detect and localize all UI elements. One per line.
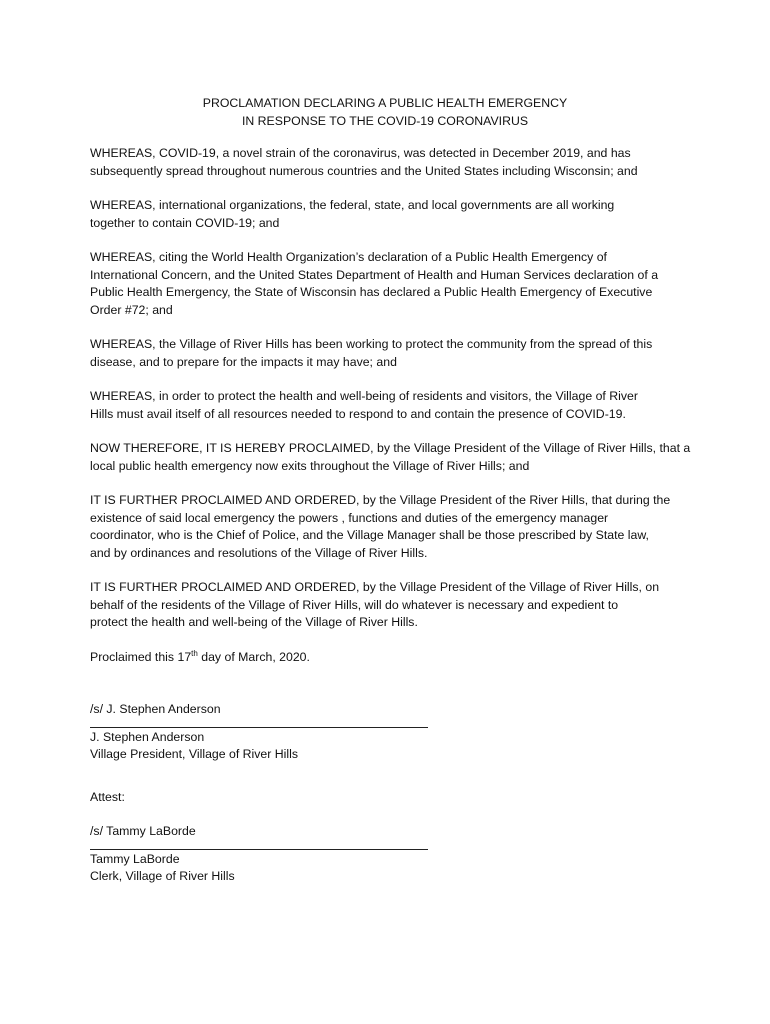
proclaimed-date — [90, 649, 682, 667]
signature-signed: /s/ J. Stephen Anderson — [90, 702, 221, 716]
paragraph-line: local public health emergency now exits throughout the Village of River Hills; and — [90, 458, 530, 473]
paragraph-line: existence of said local emergency the powers , functions and duties of the emergency manager — [90, 510, 609, 525]
paragraph-whereas-1 — [90, 145, 682, 180]
paragraph-line: WHEREAS, COVID-19, a novel strain of the coronavirus, was detected in December 2019, and has — [90, 146, 631, 160]
signature-block-president — [90, 701, 490, 764]
paragraph-line: behalf of the residents of the Village of River Hills, will do whatever is necessary and expedient to — [90, 597, 619, 612]
paragraph-line: Order #72; and — [90, 302, 173, 317]
paragraph-line: coordinator, who is the Chief of Police, and the Village Manager shall be those prescribed by State law, — [90, 528, 649, 542]
proclaimed-suffix: day of March, 2020. — [197, 650, 310, 664]
signer-name: Tammy LaBorde — [90, 851, 180, 866]
paragraph-line: WHEREAS, in order to protect the health and well-being of residents and visitors, the Village of River — [90, 389, 638, 403]
paragraph-line: WHEREAS, international organizations, the federal, state, and local governments are all working — [90, 198, 615, 212]
title-line-1: PROCLAMATION DECLARING A PUBLIC HEALTH EMERGENCY — [202, 96, 568, 110]
ordinal-superscript: th — [191, 648, 198, 658]
paragraph-line: NOW THEREFORE, IT IS HEREBY PROCLAIMED, by the Village President of the Village of River Hills, that a — [90, 441, 691, 455]
signer-title: Village President, Village of River Hills — [90, 747, 299, 761]
paragraph-line: disease, and to prepare for the impacts it may have; and — [90, 354, 397, 369]
attest-label — [90, 789, 490, 807]
document-title — [90, 95, 680, 130]
attest-text: Attest: — [90, 790, 125, 804]
paragraph-line: WHEREAS, the Village of River Hills has been working to protect the community from the spread of this — [90, 337, 653, 351]
paragraph-further-ordered-1 — [90, 492, 682, 562]
signature-signed: /s/ Tammy LaBorde — [90, 824, 196, 838]
paragraph-line: Hills must avail itself of all resources needed to respond to and contain the presence of COVID-19. — [90, 406, 626, 421]
signature-line — [90, 849, 428, 850]
paragraph-now-therefore — [90, 440, 691, 475]
paragraph-whereas-5 — [90, 388, 682, 423]
paragraph-line: IT IS FURTHER PROCLAIMED AND ORDERED, by the Village President of the Village of River Hills, on — [90, 580, 660, 594]
signature-line — [90, 727, 428, 728]
signer-title: Clerk, Village of River Hills — [90, 869, 235, 883]
paragraph-line: subsequently spread throughout numerous countries and the United States including Wisconsin; and — [90, 163, 638, 178]
paragraph-line: protect the health and well-being of the Village of River Hills. — [90, 615, 418, 629]
paragraph-line: and by ordinances and resolutions of the Village of River Hills. — [90, 545, 428, 560]
paragraph-line: International Concern, and the United States Department of Health and Human Services declaration of a — [90, 267, 659, 282]
paragraph-line: together to contain COVID-19; and — [90, 215, 280, 230]
paragraph-whereas-3 — [90, 249, 682, 319]
paragraph-further-ordered-2 — [90, 579, 682, 632]
paragraph-whereas-4 — [90, 336, 682, 371]
signature-block-clerk — [90, 823, 490, 886]
proclaimed-line — [90, 649, 682, 667]
paragraph-line: WHEREAS, citing the World Health Organization’s declaration of a Public Health Emergency of — [90, 250, 607, 264]
proclaimed-prefix: Proclaimed this 17 — [90, 650, 192, 664]
paragraph-line: IT IS FURTHER PROCLAIMED AND ORDERED, by the Village President of the River Hills, that during the — [90, 493, 671, 507]
paragraph-line: Public Health Emergency, the State of Wisconsin has declared a Public Health Emergency of Executive — [90, 285, 653, 299]
title-line-2: IN RESPONSE TO THE COVID-19 CORONAVIRUS — [241, 113, 529, 128]
paragraph-whereas-2 — [90, 197, 682, 232]
signer-name: J. Stephen Anderson — [90, 729, 205, 744]
